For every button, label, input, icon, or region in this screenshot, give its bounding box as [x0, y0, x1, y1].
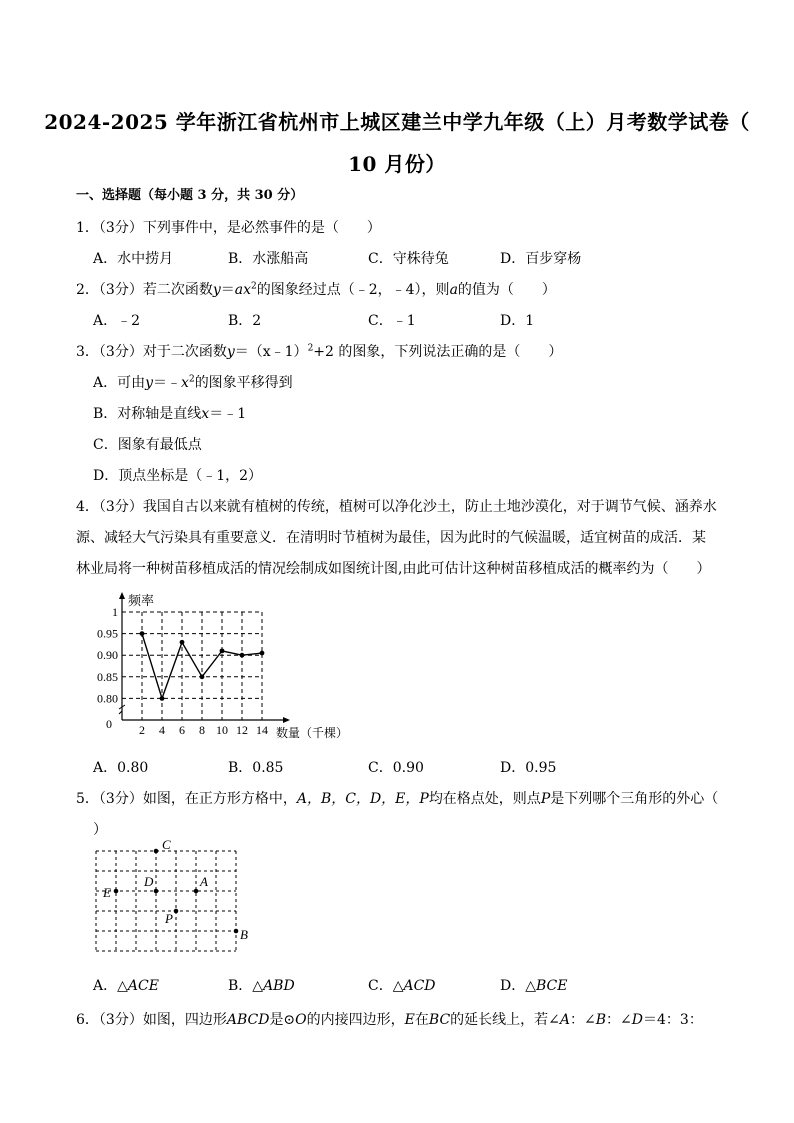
q2-option-a: A．﹣2	[93, 313, 141, 329]
question-3: 3．（3分）对于二次函数y＝（x﹣1）$^2$+2 的图象，下列说法正确的是（ ）	[76, 343, 563, 360]
chart-xlabel: 数量（千棵）	[276, 726, 349, 740]
chart-ytick-label: 1	[112, 605, 118, 619]
grid-point-D	[154, 889, 159, 894]
q3-option-d: D．顶点坐标是（﹣1，2）	[93, 468, 263, 484]
q4-option-a: A．0.80	[93, 760, 149, 776]
grid-point-label: C	[162, 837, 171, 852]
chart-point	[220, 648, 225, 653]
chart-x-axis-arrow	[283, 717, 290, 723]
question-4-line-1: 4．（3分）我国自古以来就有植树的传统，植树可以净化沙土，防止土地沙漠化，对于调节气候、涵养水	[76, 499, 717, 515]
grid-point-label: A	[200, 874, 208, 889]
chart-ylabel: 频率	[128, 593, 155, 608]
chart-xtick-label: 14	[256, 723, 268, 737]
q2-option-d: D．1	[500, 313, 535, 329]
q5-option-b: B．△ABD	[228, 978, 295, 994]
question-5: 5．（3分）如图，在正方形方格中，A，B，C，D，E，P均在格点处，则点P是下列哪个三角形的外心（	[76, 791, 719, 807]
chart-xtick-label: 8	[199, 723, 205, 737]
chart-point	[200, 674, 205, 679]
q2-option-b: B．2	[228, 313, 262, 329]
chart-y-axis-arrow	[119, 592, 125, 599]
question-1: 1．（3分）下列事件中，是必然事件的是（ ）	[76, 220, 381, 236]
question-5-line-2: ）	[93, 822, 107, 838]
q4-option-c: C．0.90	[368, 760, 424, 776]
grid-point-C	[154, 849, 159, 854]
chart-point	[260, 651, 265, 656]
frequency-line-chart	[98, 588, 358, 748]
q3-option-b: B．对称轴是直线x＝﹣1	[93, 406, 247, 422]
chart-xtick-label: 6	[179, 723, 185, 737]
question-2: 2．（3分）若二次函数$y=ax^2$的图象经过点（﹣2，﹣4），则a的值为（ ）	[76, 281, 556, 298]
q3-option-a: A．可由$y=﹣x^2$的图象平移得到	[93, 374, 293, 391]
grid-point-label: P	[165, 911, 173, 926]
chart-origin-label: 0	[106, 717, 112, 731]
chart-point	[160, 696, 165, 701]
q4-option-d: D．0.95	[500, 760, 557, 776]
grid-point-label: E	[103, 885, 111, 900]
grid-point-A	[194, 889, 199, 894]
chart-xtick-label: 4	[159, 723, 165, 737]
question-6: 6．（3分）如图，四边形ABCD是⊙O的内接四边形，E在BC的延长线上，若∠A：∠B：∠D＝4：3：	[76, 1012, 703, 1028]
grid-point-E	[114, 889, 119, 894]
grid-point-B	[234, 929, 239, 934]
chart-xtick-label: 10	[216, 723, 228, 737]
grid-point-P	[174, 909, 179, 914]
question-4-line-3: 林业局将一种树苗移植成活的情况绘制成如图统计图,由此可估计这种树苗移植成活的概率约为（ ）	[76, 561, 711, 577]
title-line-1: 2024-2025 学年浙江省杭州市上城区建兰中学九年级（上）月考数学试卷（	[44, 110, 750, 134]
grid-figure	[90, 837, 260, 955]
chart-point	[240, 653, 245, 658]
chart-xtick-label: 12	[236, 723, 248, 737]
q5-option-d: D．△BCE	[500, 978, 568, 994]
title-line-2: 10 月份）	[348, 152, 446, 176]
grid-point-label: B	[240, 927, 248, 942]
chart-point	[180, 640, 185, 645]
q1-option-a: A．水中捞月	[93, 251, 174, 267]
chart-ytick-label: 0.85	[97, 669, 118, 684]
q3-option-c: C．图象有最低点	[93, 437, 202, 453]
q2-option-c: C．﹣1	[368, 313, 416, 329]
section-heading: 一、选择题（每小题 3 分，共 30 分）	[76, 188, 304, 203]
grid-point-label: D	[144, 874, 154, 889]
q5-option-a: A．△ACE	[93, 978, 159, 994]
q4-option-b: B．0.85	[228, 760, 284, 776]
chart-ytick-label: 0.95	[97, 626, 118, 641]
question-4-line-2: 源、减轻大气污染具有重要意义．在清明时节植树为最佳，因为此时的气候温暖，适宜树苗的成活．某	[76, 530, 706, 546]
chart-point	[140, 631, 145, 636]
q1-option-c: C．守株待兔	[368, 251, 449, 267]
chart-ytick-label: 0.80	[97, 691, 118, 706]
q5-option-c: C．△ACD	[368, 978, 436, 994]
chart-ytick-label: 0.90	[97, 648, 118, 663]
chart-xtick-label: 2	[139, 723, 145, 737]
q1-option-b: B．水涨船高	[228, 251, 309, 267]
q1-option-d: D．百步穿杨	[500, 251, 582, 267]
